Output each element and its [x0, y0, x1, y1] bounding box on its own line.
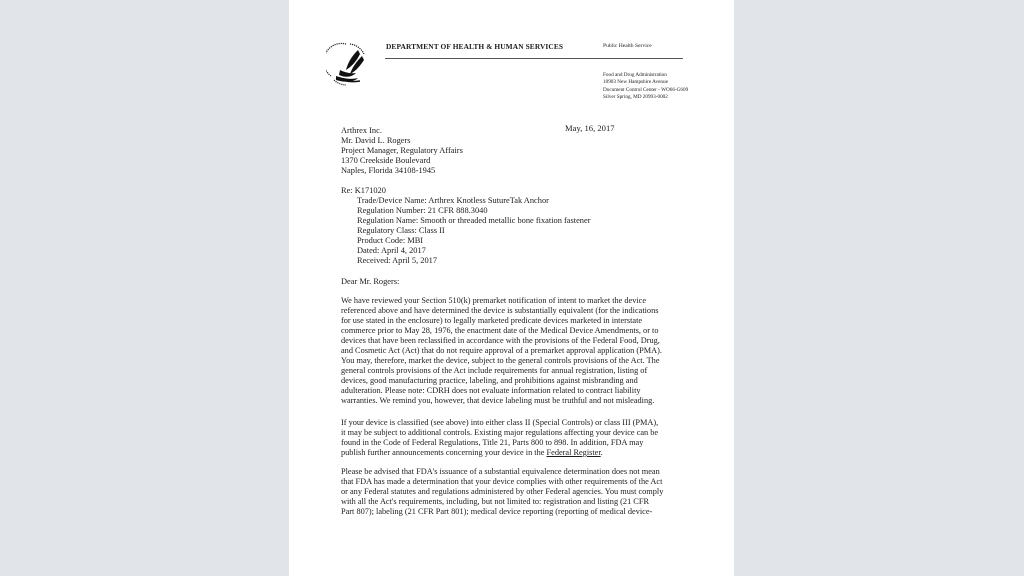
recipient-line: Arthrex Inc. [341, 126, 382, 135]
salutation: Dear Mr. Rogers: [341, 277, 400, 286]
text-line: adulteration. Please note: CDRH does not evaluate information related to contract liability [341, 386, 641, 395]
letter-date: May, 16, 2017 [565, 123, 615, 133]
reference-line: Received: April 5, 2017 [357, 256, 438, 265]
address-line: Silver Spring, MD 20993-0002 [603, 94, 668, 101]
letter-page [289, 0, 734, 576]
text-line: Please be advised that FDA's issuance of a substantial equivalence determination does not mean [341, 467, 660, 476]
reference-line: Regulation Name: Smooth or threaded metallic bone fixation fastener [357, 216, 591, 225]
text-line: devices, good manufacturing practice, labeling, and prohibitions against misbranding and [341, 376, 638, 385]
text-line: found in the Code of Federal Regulations, Title 21, Parts 800 to 898. In addition, FDA may [341, 438, 644, 447]
text-line: that FDA has made a determination that your device complies with other requirements of the Act [341, 477, 663, 486]
address-line: 10903 New Hampshire Avenue [603, 79, 668, 86]
text-line: general controls provisions of the Act include requirements for annual registration, listing of [341, 366, 648, 375]
reference-block [341, 186, 591, 266]
text-line: Part 807); labeling (21 CFR Part 801); medical device reporting (reporting of medical device- [341, 507, 653, 516]
department-name: DEPARTMENT OF HEALTH & HUMAN SERVICES [386, 42, 564, 51]
recipient-line: Project Manager, Regulatory Affairs [341, 146, 463, 155]
recipient-line: Mr. David L. Rogers [341, 136, 411, 145]
reference-line: Regulatory Class: Class II [357, 226, 445, 235]
reference-number: Re: K171020 [341, 186, 386, 195]
service-name: Public Health Service [603, 43, 652, 49]
text-line: with all the Act's requirements, including, but not limited to: registration and listing (21 CFR [341, 497, 649, 506]
text-line: If your device is classified (see above) into either class II (Special Controls) or class III (PMA), [341, 418, 659, 427]
text-line: and Cosmetic Act (Act) that do not require approval of a premarket approval application (PMA). [341, 346, 662, 355]
address-line: Document Control Center - WO66-G609 [603, 86, 689, 93]
text-line: referenced above and have determined the device is substantially equivalent (for the indications [341, 306, 659, 315]
fda-address [603, 72, 688, 102]
recipient-address [341, 126, 463, 176]
reference-line: Trade/Device Name: Arthrex Knotless SutureTak Anchor [357, 196, 549, 205]
text-line: commerce prior to May 28, 1976, the enactment date of the Medical Device Amendments, or to [341, 326, 659, 335]
text-line: for use stated in the enclosure) to legally marketed predicate devices marketed in interstate [341, 316, 643, 325]
text-line: You may, therefore, market the device, subject to the general controls provisions of the Act. The [341, 356, 660, 365]
paragraph-classification [341, 418, 658, 458]
text-segment: publish further announcements concerning your device in the [341, 448, 547, 457]
paragraph-compliance [341, 467, 663, 517]
recipient-line: 1370 Creekside Boulevard [341, 156, 431, 165]
address-line: Food and Drug Administration [603, 72, 667, 78]
text-line: devices that have been reclassified in accordance with the provisions of the Federal Food, Drug, [341, 336, 660, 345]
reference-line: Dated: April 4, 2017 [357, 246, 426, 255]
text-segment: . [600, 448, 603, 457]
hhs-seal-icon [326, 40, 370, 88]
reference-line: Regulation Number: 21 CFR 888.3040 [357, 206, 488, 215]
text-line: it may be subject to additional controls. Existing major regulations affecting your device can be [341, 428, 659, 437]
text-line [341, 448, 658, 458]
paragraph-equivalence [341, 296, 662, 406]
text-line: warranties. We remind you, however, that device labeling must be truthful and not misleading. [341, 396, 655, 405]
text-line: or any Federal statutes and regulations administered by other Federal agencies. You must comply [341, 487, 664, 496]
reference-line: Product Code: MBI [357, 236, 424, 245]
federal-register-link[interactable]: Federal Register [546, 448, 601, 457]
letterhead-divider [385, 58, 683, 59]
recipient-line: Naples, Florida 34108-1945 [341, 166, 436, 175]
text-line: We have reviewed your Section 510(k) premarket notification of intent to market the device [341, 296, 647, 305]
